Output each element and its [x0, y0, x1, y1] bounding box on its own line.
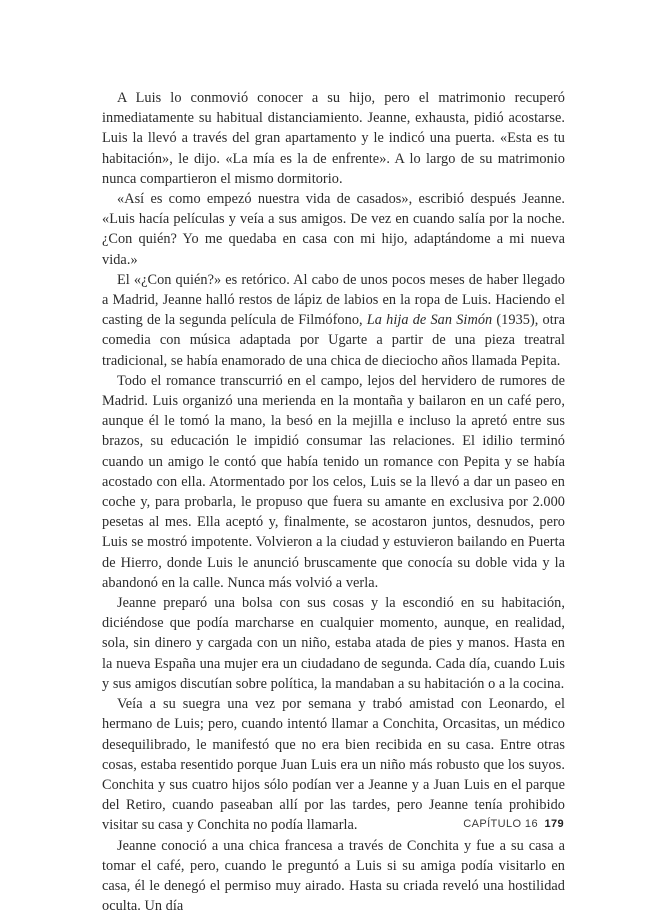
page-number: 179	[544, 818, 564, 830]
paragraph-2: «Así es como empezó nuestra vida de casados», escribió después Jeanne. «Luis hacía películas y veía a sus amigos. De vez en cuando salía por la noche. ¿Con quién? Yo me quedaba en casa con mi hijo, adaptándome a mi nueva vida.»	[102, 191, 565, 268]
paragraph-3-before: El «¿Con quién?» es retórico. Al cabo de unos pocos meses de haber llegado a Madrid, Jeanne halló restos de lápiz de labios en la ropa de Luis. Haciendo el casting de la segunda película de Filmófono,	[102, 271, 565, 329]
paragraph-5: Jeanne preparó una bolsa con sus cosas y la escondió en su habitación, diciéndose que podía marcharse en cualquier momento, aunque, en realidad, sola, sin dinero y cargada con un niño, estaba atada de pies y manos. Hasta en la nueva España una mujer era un ciudadano de segunda. Cada día, cuando Luis y sus amigos discutían sobre política, la mandaban a su habitación o a la cocina.	[102, 595, 565, 692]
paragraph-1: A Luis lo conmovió conocer a su hijo, pero el matrimonio recuperó inmediatamente su habitual distanciamiento. Jeanne, exhausta, pidió acostarse. Luis la llevó a través del gran apartamento y le indicó una puerta. «Esta es tu habitación», le dijo. «La mía es la de enfrente». A lo largo de su matrimonio nunca compartieron el mismo dormitorio.	[102, 90, 565, 187]
paragraph-4: Todo el romance transcurrió en el campo, lejos del hervidero de rumores de Madrid. Luis organizó una merienda en la montaña y bailaron en un café pero, aunque él le tomó la mano, la besó en la mejilla e incluso la apretó entre sus brazos, su educación le impidió consumar las relaciones. El idilio terminó cuando un amigo le contó que había tenido un romance con Pepita y se había acostado con ella. Atormentado por los celos, Luis se la llevó a dar un paseo en coche y, para probarla, le propuso que fuera su amante en exclusiva por 2.000 pesetas al mes. Ella aceptó y, finalmente, se acostaron juntos, desnudos, pero Luis se mostró impotente. Volvieron a la ciudad y estuvieron bailando en Puerta de Hierro, donde Luis le anunció bruscamente que conocía su doble vida y la abandonó en la calle. Nunca más volvió a verla.	[102, 372, 565, 591]
paragraph-3-after: (1935), otra comedia con música adaptada por Ugarte a partir de una pieza treatral tradicional, se había enamorado de una chica de dieciocho años llamada Pepita.	[102, 312, 565, 369]
body-text	[102, 88, 565, 916]
film-title: La hija de San Simón	[366, 312, 493, 329]
paragraph-6: Veía a su suegra una vez por semana y trabó amistad con Leonardo, el hermano de Luis; pero, cuando intentó llamar a Conchita, Orcasitas, un médico desequilibrado, le manifestó que no era bien recibida en su casa. Entre otras cosas, estaba resentido porque Juan Luis era un niño más robusto que los suyos. Conchita y sus cuatro hijos sólo podían ver a Jeanne y a Juan Luis en el parque del Retiro, cuando paseaban allí por las tardes, pero Jeanne tenía prohibido visitar su casa y Conchita no podía llamarla.	[102, 696, 565, 834]
paragraph-7: Jeanne conoció a una chica francesa a través de Conchita y fue a su casa a tomar el café, pero, cuando le preguntó a Luis si su amiga podía visitarlo en casa, él le denegó el permiso muy airado. Hasta su criada reveló una hostilidad oculta. Un día	[102, 837, 565, 915]
paragraph-3	[102, 270, 565, 371]
page-footer	[463, 818, 564, 830]
chapter-label: CAPÍTULO 16	[463, 818, 538, 830]
